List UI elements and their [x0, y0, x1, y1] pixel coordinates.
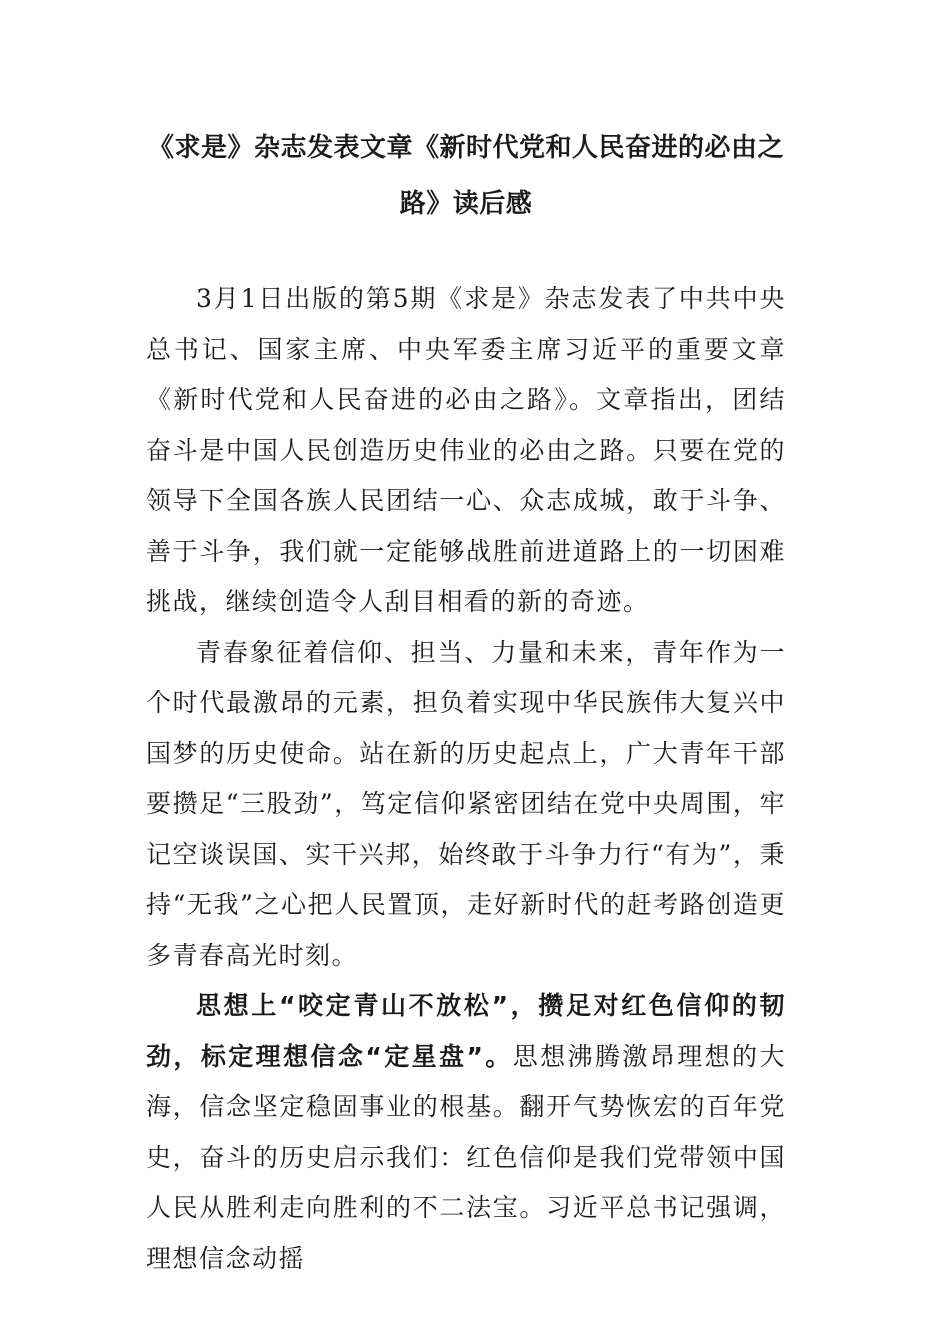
paragraph-1: [146, 274, 786, 628]
paragraph-3-text: 思想沸腾激昂理想的大海，信念坚定稳固事业的根基。翻开气势恢宏的百年党史，奋斗的历史启示我们：红色信仰是我们党带领中国人民从胜利走向胜利的不二法宝。习近平总书记强调，理想信念动摇: [146, 1041, 786, 1273]
paragraph-3-lead: 思想上“咬定青山不放松”，攒足对红色信仰的韧劲，标定理想信念“定星盘”。: [146, 991, 786, 1071]
paragraph-2-text: 青春象征着信仰、担当、力量和未来，青年作为一个时代最激昂的元素，担负着实现中华民族伟大复兴中国梦的历史使命。站在新的历史起点上，广大青年干部要攒足“三股劲”，笃定信仰紧密团结在党中央周围，牢记空谈误国、实干兴邦，始终敢于斗争力行“有为”，秉持“无我”之心把人民置顶，走好新时代的赶考路创造更多青春高光时刻。: [146, 637, 786, 970]
paragraph-2: [146, 628, 786, 982]
paragraph-1-text: 3月1日出版的第5期《求是》杂志发表了中共中央总书记、国家主席、中央军委主席习近平的重要文章《新时代党和人民奋进的必由之路》。文章指出，团结奋斗是中国人民创造历史伟业的必由之路。只要在党的领导下全国各族人民团结一心、众志成城，敢于斗争、善于斗争，我们就一定能够战胜前进道路上的一切困难挑战，继续创造令人刮目相看的新的奇迹。: [146, 284, 786, 616]
document-title: 《求是》杂志发表文章《新时代党和人民奋进的必由之路》读后感: [147, 133, 784, 219]
paragraph-3: [146, 981, 786, 1284]
document-page: [146, 120, 786, 1284]
